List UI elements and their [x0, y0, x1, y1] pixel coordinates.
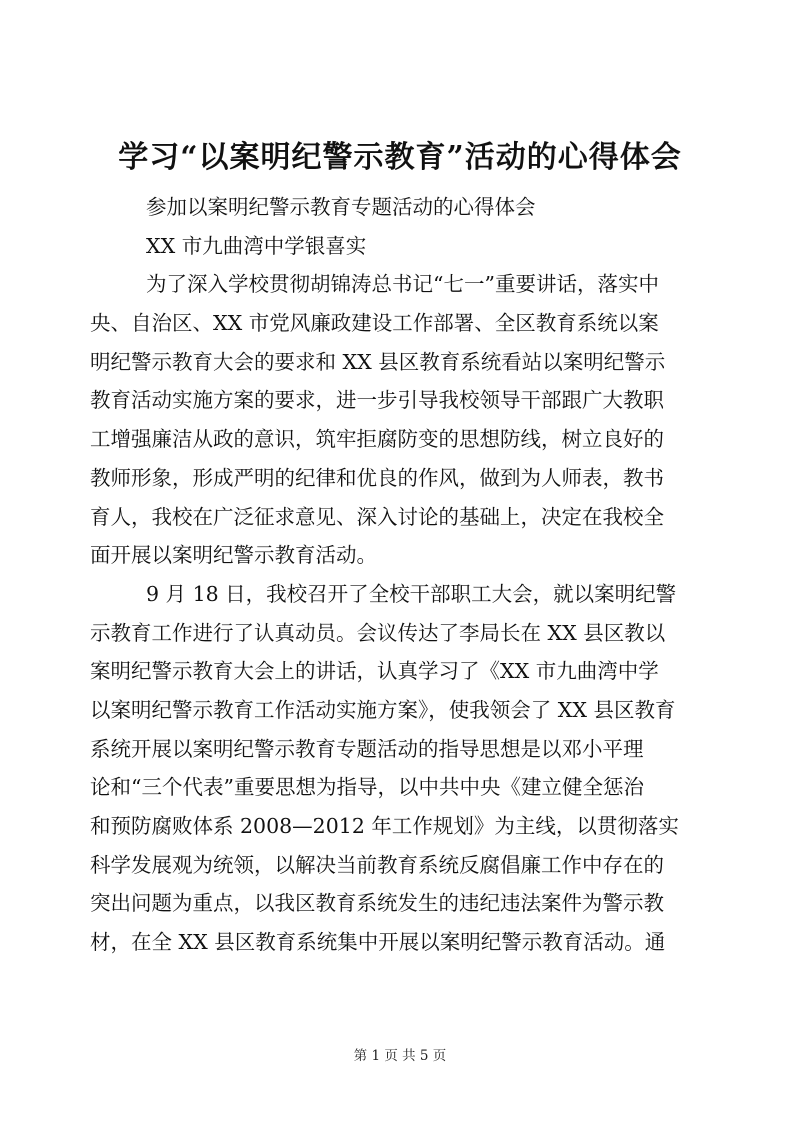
body-text-line: 育人，我校在广泛征求意见、深入讨论的基础上，决定在我校全: [90, 504, 664, 529]
body-text-line: 为了深入学校贯彻胡锦涛总书记“七一”重要讲话，落实中: [146, 272, 659, 297]
body-text-line: 论和“三个代表”重要思想为指导，以中共中央《建立健全惩治: [90, 775, 644, 800]
body-text-line: 系统开展以案明纪警示教育专题活动的指导思想是以邓小平理: [90, 736, 644, 761]
page-footer: 第 1 页 共 5 页: [353, 1048, 447, 1064]
body-text-line: 以案明纪警示教育工作活动实施方案》，使我领会了 XX 县区教育: [90, 697, 676, 722]
body-text-line: 教师形象，形成严明的纪律和优良的作风，做到为人师表，教书: [90, 465, 664, 490]
body-text-line: 案明纪警示教育大会上的讲话，认真学习了《XX 市九曲湾中学: [90, 659, 659, 684]
body-text-line: 参加以案明纪警示教育专题活动的心得体会: [146, 195, 536, 219]
body-text-line: 央、自治区、XX 市党风廉政建设工作部署、全区教育系统以案: [90, 311, 659, 336]
document-body: [90, 188, 712, 962]
body-text-line: 和预防腐败体系 2008—2012 年工作规划》为主线，以贯彻落实: [90, 814, 679, 838]
body-text-line: 明纪警示教育大会的要求和 XX 县区教育系统看站以案明纪警示: [90, 349, 666, 374]
body-text-line: 教育活动实施方案的要求，进一步引导我校领导干部跟广大教职: [90, 388, 664, 413]
body-text-line: XX 市九曲湾中学银喜实: [146, 233, 367, 258]
document-title: 学习“以案明纪警示教育”活动的心得体会: [118, 140, 682, 175]
body-text-line: 示教育工作进行了认真动员。会议传达了李局长在 XX 县区教以: [90, 620, 666, 645]
body-text-line: 科学发展观为统领，以解决当前教育系统反腐倡廉工作中存在的: [90, 852, 664, 877]
body-text-line: 突出问题为重点，以我区教育系统发生的违纪违法案件为警示教: [90, 891, 664, 916]
body-text-line: 材，在全 XX 县区教育系统集中开展以案明纪警示教育活动。通: [90, 930, 666, 955]
body-text-line: 9 月 18 日，我校召开了全校干部职工大会，就以案明纪警: [146, 581, 677, 606]
body-text-line: 面开展以案明纪警示教育活动。: [90, 543, 377, 568]
body-text-line: 工增强廉洁从政的意识，筑牢拒腐防变的思想防线，树立良好的: [90, 427, 664, 452]
